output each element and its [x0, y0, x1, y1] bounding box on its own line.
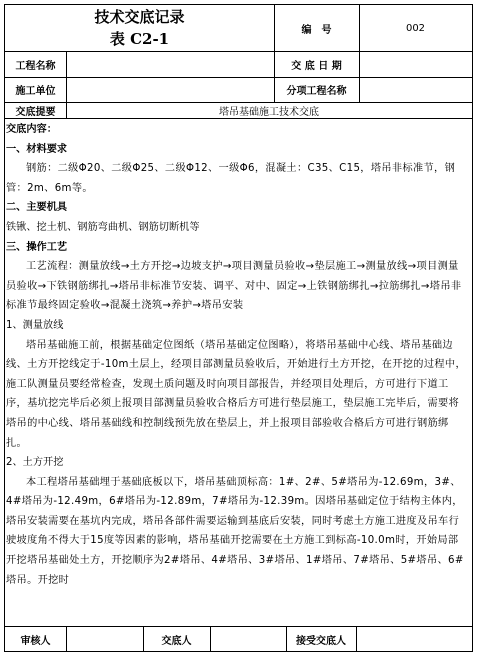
project-name-label: 工程名称	[15, 60, 56, 72]
section-process-flow: 工艺流程：测量放线→土方开挖→边坡支护→项目测量员验收→垫层施工→测量放线→项目测量员验收→下铁钢筋绑扎→塔吊非标准节安装、调平、对中、固定→上铁钢筋绑扎→拉筋绑扎→塔吊非标准节最终固定验收→混凝土浇筑→养护→塔吊安装	[6, 261, 462, 312]
form-title-code: 表 C2-1	[109, 30, 170, 48]
disclosure-content	[6, 120, 466, 590]
section-tools-text: 铁锹、挖土机、钢筋弯曲机、钢筋切断机等	[6, 221, 200, 233]
form-title	[5, 5, 274, 51]
reviewer-label: 审核人	[20, 635, 51, 647]
section-materials-title: 一、材料要求	[6, 143, 68, 155]
project-name-field[interactable]	[66, 51, 274, 77]
discloser-label: 交底人	[161, 635, 192, 647]
number-label: 编 号	[301, 24, 332, 36]
receiver-field[interactable]	[356, 626, 472, 652]
receiver-label: 接受交底人	[296, 635, 346, 647]
divider	[5, 118, 472, 119]
construction-unit-label: 施工单位	[15, 86, 56, 97]
form-title-main: 技术交底记录	[94, 8, 185, 26]
content-heading: 交底内容：	[6, 124, 57, 135]
section-materials-text: 钢筋：二级Φ20、二级Φ25、二级Φ12、一级Φ6，混凝土：C35、C15，塔吊非标准节，钢管：2m、6m等。	[6, 163, 456, 194]
date-field[interactable]	[359, 51, 472, 77]
construction-unit-field[interactable]	[66, 77, 274, 102]
subsection-survey-title: 1、测量放线	[6, 319, 64, 331]
sub-project-field[interactable]	[359, 77, 472, 102]
reviewer-field[interactable]	[66, 626, 143, 652]
number-value: 002	[405, 22, 426, 34]
discloser-field[interactable]	[210, 626, 286, 652]
summary-label: 交底提要	[15, 106, 56, 118]
subsection-excavation-title: 2、土方开挖	[6, 457, 64, 469]
subsection-survey-text: 塔吊基础施工前，根据基础定位图纸（塔吊基础定位图略），将塔吊基础中心线、塔吊基础边线、土方开挖线定于-10m土层上，经项目部测量员验收后，开始进行土方开挖，在开挖的过程中，施工队测量员要经常检查，发现土质问题及时向项目部报告，并经项目处理后，方可进行下道工序，基坑挖完毕后必须上报项目部测量员验收合格后方可进行垫层施工，垫层施工完毕后，需要将塔吊的中心线、塔吊基础线和控制线预先放在垫层上，并上报项目部验收合格后方可进行钢筋绑扎。	[6, 339, 466, 449]
section-tools-title: 二、主要机具	[6, 202, 68, 214]
date-label: 交 底 日 期	[291, 60, 342, 72]
subsection-excavation-text: 本工程塔吊基础埋于基础底板以下，塔吊基础顶标高：1#、2#、5#塔吊为-12.69m，3#、4#塔吊为-12.49m，6#塔吊为-12.89m，7#塔吊为-12.39m。因塔吊基础定位于结构主体内，塔吊安装需要在基坑内完成，塔吊各部件需要运输到基底后安装，同时考虑土方施工进度及吊车行驶坡度角不得大于15度等因素的影响，塔吊基础开挖需要在土方施工到标高-10.0m时，开始局部开挖塔吊基础处土方，开挖顺序为2#塔吊、4#塔吊、3#塔吊、1#塔吊、7#塔吊、5#塔吊、6#塔吊。开挖时	[6, 476, 464, 586]
summary-value: 塔吊基础施工技术交底	[219, 106, 319, 118]
sub-project-label: 分项工程名称	[286, 86, 347, 97]
section-process-title: 三、操作工艺	[6, 241, 68, 253]
